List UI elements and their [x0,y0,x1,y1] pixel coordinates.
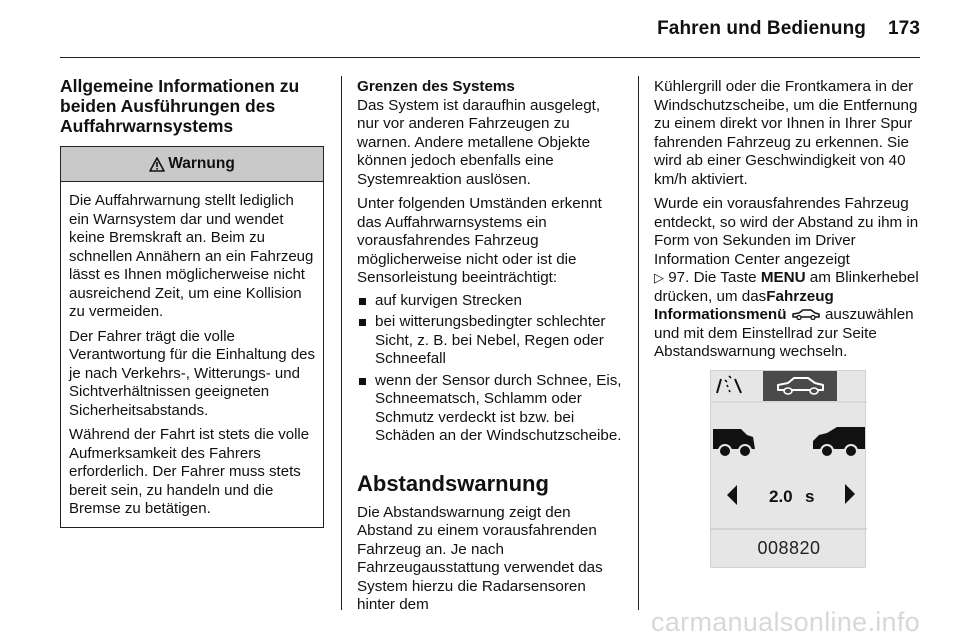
column-2 [357,78,625,615]
menu-paragraph [654,195,924,362]
distance-value: 2.0 [769,487,793,506]
distance-unit: s [805,487,815,506]
column-divider [341,76,342,610]
warning-box [60,146,324,528]
warning-body [61,182,323,527]
limits-subtitle: Grenzen des Systems [357,78,515,95]
warning-paragraph: Der Fahrer trägt die volle Verantwortung für die Einhaltung des je nach Verkehrs-, Witterungs- und Sichtverhältnissen geeigneten Sicherheitsabstands. [69,327,315,419]
header-title: Fahren und Bedienung [657,18,866,39]
car-outline-icon [791,308,821,320]
chevron-left-icon [727,485,737,505]
list-item: wenn der Sensor durch Schnee, Eis, Schneematsch, Schlamm oder Schmutz verdeckt ist bzw. bei Schäden an der Windschutzscheibe. [357,372,625,446]
page-header [657,18,920,40]
menu-text: Wurde ein vorausfahrendes Fahrzeug entdeckt, so wird der Abstand zu ihm in Form von Sekunden im Driver Information Center angezeigt [654,195,919,268]
menu-button-label: MENU [760,269,806,286]
odometer-reading: 008820 [757,538,821,558]
chevron-right-icon [845,484,855,504]
list-item: bei witterungsbedingter schlechter Sicht, z. B. bei Nebel, Regen oder Schneefall [357,313,625,369]
page-number: 173 [887,18,920,39]
page-ref-arrow-icon: ▷ [654,270,664,285]
column-divider [638,76,639,610]
sensor-paragraph: Kühlergrill oder die Frontkamera in der Windschutzscheibe, um die Entfernung zu einem direkt vor Ihnen in Ihrer Spur fahrenden Fahrzeug zu erkennen. Sie wird ab einer Geschwindigkeit von 40 km/h aktiviert. [654,78,918,188]
distance-warning-heading: Abstandswarnung [357,470,549,496]
column-1 [60,76,325,528]
section-title: Allgemeine Informationen zu beiden Ausführungen des Auffahrwarnsystems [60,76,300,136]
warning-label: Warnung [168,154,235,172]
warning-triangle-icon [149,157,165,172]
own-car-icon [713,429,755,457]
limits-paragraph: Das System ist daraufhin ausgelegt, nur vor anderen Fahrzeugen zu warnen. Andere metallene Objekte können jedoch ebenfalls eine Systemreaktion auslösen. [357,96,601,188]
menu-text: 97. Die Taste [668,269,757,286]
header-rule [60,57,920,58]
distance-warning-paragraph: Die Abstandswarnung zeigt den Abstand zu einem vorausfahrenden Fahrzeug an. Je nach Fahrzeugausstattung verwendet das System hierzu die Radarsensoren hinter dem [357,503,603,613]
road-lane-icon [717,376,741,393]
conditions-list [357,292,625,446]
menu-title: Fahrzeug Informationsmenü [654,287,834,323]
watermark: carmanualsonline.info [651,607,920,637]
vehicle-ahead-icon [813,427,865,457]
menu-text: auszuwählen und mit dem Einstellrad zur Seite Abstandswarnung wechseln. [654,306,914,360]
conditions-paragraph: Unter folgenden Umständen erkennt das Auffahrwarnsystems ein vorausfahrendes Fahrzeug möglicherweise nicht oder ist die Sensorleistung beeinträchtigt: [357,195,602,286]
dic-display-illustration [710,370,866,568]
menu-text: am Blinkerhebel drücken, um das [654,269,919,305]
warning-paragraph: Die Auffahrwarnung stellt lediglich ein Warnsystem dar und wendet keine Bremskraft an. Beim zu schnellen Annähern an ein Fahrzeug lässt es Ihnen möglicherweise nicht ausreichend Zeit, um eine Kollision zu vermeiden. [69,192,314,320]
menu-tab-active [763,371,837,401]
dic-display-graphic [711,371,867,569]
warning-header [61,147,323,182]
column-3 [654,78,924,362]
list-item: auf kurvigen Strecken [357,292,625,311]
warning-paragraph: Während der Fahrt ist stets die volle Aufmerksamkeit des Fahrers erforderlich. Der Fahrer muss stets bereit sein, zu handeln und die Bremse zu betätigen. [69,426,310,517]
